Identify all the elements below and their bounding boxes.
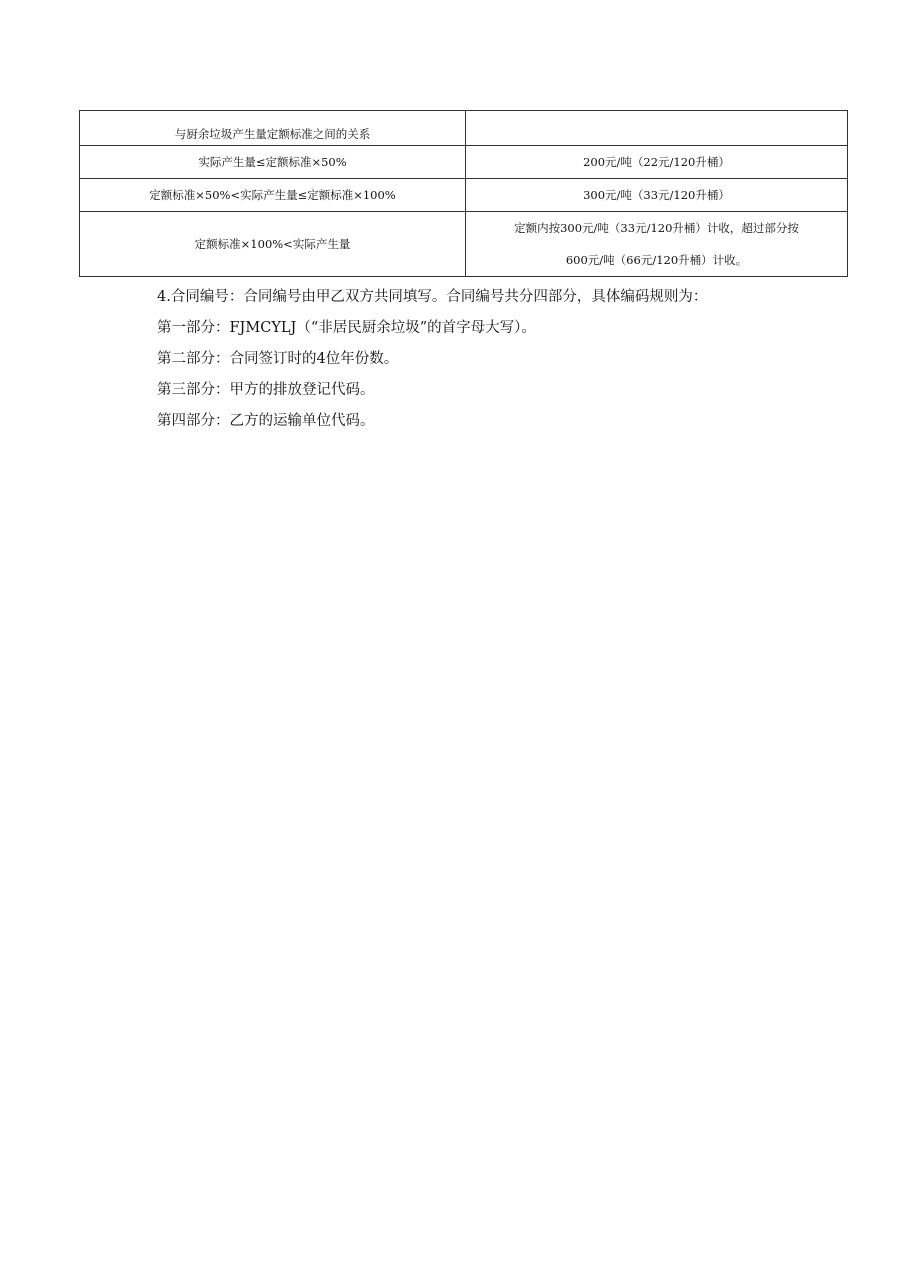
note-paragraph: 第四部分：乙方的运输单位代码。 [157, 413, 375, 429]
table-cell-relation: 与厨余垃圾产生量定额标准之间的关系 [80, 111, 466, 146]
note-paragraph: 第三部分：甲方的排放登记代码。 [157, 382, 375, 398]
table-cell-relation: 定额标准×100%<实际产生量 [80, 212, 466, 277]
table-cell-price: 200元/吨（22元/120升桶） [466, 146, 848, 179]
table-row [80, 111, 848, 146]
price-line-1: 定额内按300元/吨（33元/120升桶）计收，超过部分按 [514, 221, 799, 235]
contract-number-notes [157, 282, 847, 437]
note-paragraph: 第一部分：FJMCYLJ（“非居民厨余垃圾”的首字母大写）。 [157, 320, 536, 336]
table-row [80, 212, 848, 277]
note-paragraph: 第二部分：合同签订时的4位年份数。 [157, 351, 399, 367]
table-row [80, 146, 848, 179]
table-cell-relation: 定额标准×50%<实际产生量≤定额标准×100% [80, 179, 466, 212]
table-cell-relation: 实际产生量≤定额标准×50% [80, 146, 466, 179]
table-cell-price [466, 212, 848, 277]
fee-standard-table [79, 110, 848, 277]
table-cell-price [466, 111, 848, 146]
table-row [80, 179, 848, 212]
table-cell-price: 300元/吨（33元/120升桶） [466, 179, 848, 212]
note-paragraph: 4.合同编号：合同编号由甲乙双方共同填写。合同编号共分四部分，具体编码规则为： [157, 289, 708, 305]
price-line-2: 600元/吨（66元/120升桶）计收。 [565, 253, 748, 267]
